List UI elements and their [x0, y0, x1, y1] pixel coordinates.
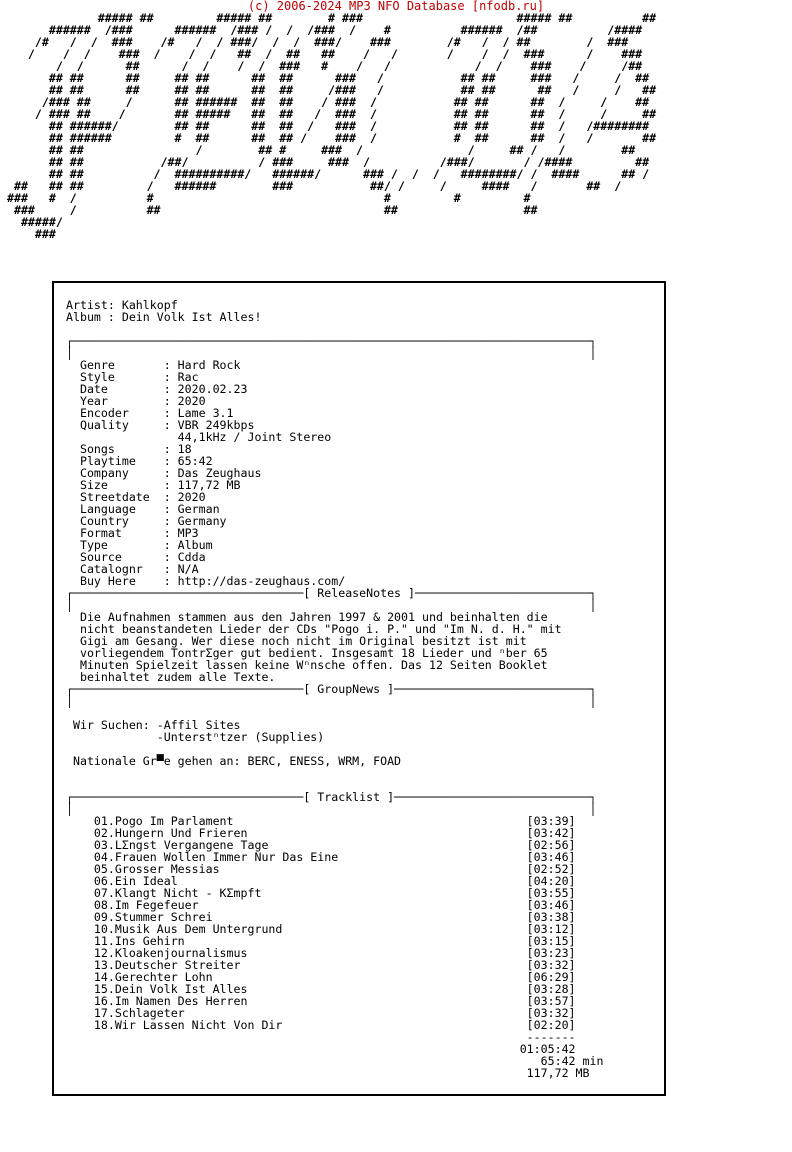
nfo-frame: [52, 281, 666, 1096]
nfo-text: Artist: Kahlkopf Album : Dein Volk Ist Alles! ┌──────────────────────────────────────────────────────────────────────────┐ │ │ Genre : Hard Rock Style : Rac Date : 2020.02.23 Year : 2020 Encoder : Lame 3.1 Quality : VBR 249kbps 44,1kHz / Joint Stereo Songs : 18 Playtime : 65:42 Company : Das Zeughaus Size : 117,72 MB Streetdate : 2020 Language : German Country : Germany Format : MP3 Type : Album Source : Cdda Catalognr : N/A Buy Here : http://das-zeughaus.com/ ┌─────────────────────────────────[ ReleaseNotes ]─────────────────────────┐ │ │ Die Aufnahmen stammen aus den Jahren 1997 & 2001 und beinhalten die nicht beanstandeten Lieder der CDs "Pogo i. P." und "Im N. d. H." mit Gigi am Gesang. Wer diese noch nicht im Original besitzt ist mit vorliegendem TontrΣger gut bedient. Insgesamt 18 Lieder und ⁿber 65 Minuten Spielzeit lassen keine Wⁿnsche offen. Das 12 Seiten Booklet beinhaltet zudem alle Texte. ┌─────────────────────────────────[ GroupNews ]────────────────────────────┐ │ │ Wir Suchen: -Affil Sites -Unterstⁿtzer (Supplies) Nationale Gr▀e gehen an: BERC, ENESS, WRM, FOAD ┌─────────────────────────────────[ Tracklist ]────────────────────────────┐ │ │ 01.Pogo Im Parlament [03:39] 02.Hungern Und Frieren [03:42] 03.LΣngst Vergangene Tage [02:56] 04.Frauen Wollen Immer Nur Das Eine [03:46] 05.Grosser Messias [02:52] 06.Ein Ideal [04:20] 07.Klangt Nicht - KΣmpft [03:55] 08.Im Fegefeuer [03:46] 09.Stummer Schrei [03:38] 10.Musik Aus Dem Untergrund [03:12] 11.Ins Gehirn [03:15] 12.Kloakenjournalismus [03:23] 13.Deutscher Streiter [03:32] 14.Gerechter Lohn [06:29] 15.Dein Volk Ist Alles [03:28] 16.Im Namen Des Herren [03:57] 17.Schlageter [03:32] 18.Wir Lassen Nicht Von Dir [02:20] ------- 01:05:42 65:42 min 117,72 MB: [66, 298, 604, 1080]
ascii-art-banner: ##### ## ##### ## # ### ##### ## ## ###### /### ###### /### / / /### / # ###### /## /#### /# / / ### /# / / ###/ / / ###/ ### /# / / ## / ### / / / ### / / / ## / ## ## / / / / / ### / ### / / ## / / / / ### # / / / / ### / /## ## ## ## ## ## ## ## ### / ## ## ### / / ## ## ## ## ## ## ## ## /### / ## ## ## / / ## /### ## / ## ###### ## ## / ### / ## ## ## / / ## / ### ## / ## ##### ## ## / ### / ## ## ## / / ## ## ######/ ## ## ## ## / ### / ## ## ## / /######## ## ###### # ## ## ## / ### / # ## ## / / ## ## ## / ## # ### / / ## / / ## ## ## /##/ / ### ### / /###/ / /#### ## ## ## / ##########/ ######/ ### / / / ########/ / #### ## / ## ## ## / ###### ### ##/ / / #### / ## / ### # / # # # # ### / ## ## ## #####/ ###: [6, 11, 657, 241]
copyright-header: (c) 2006-2024 MP3 NFO Database [nfodb.ru]: [247, 0, 545, 13]
